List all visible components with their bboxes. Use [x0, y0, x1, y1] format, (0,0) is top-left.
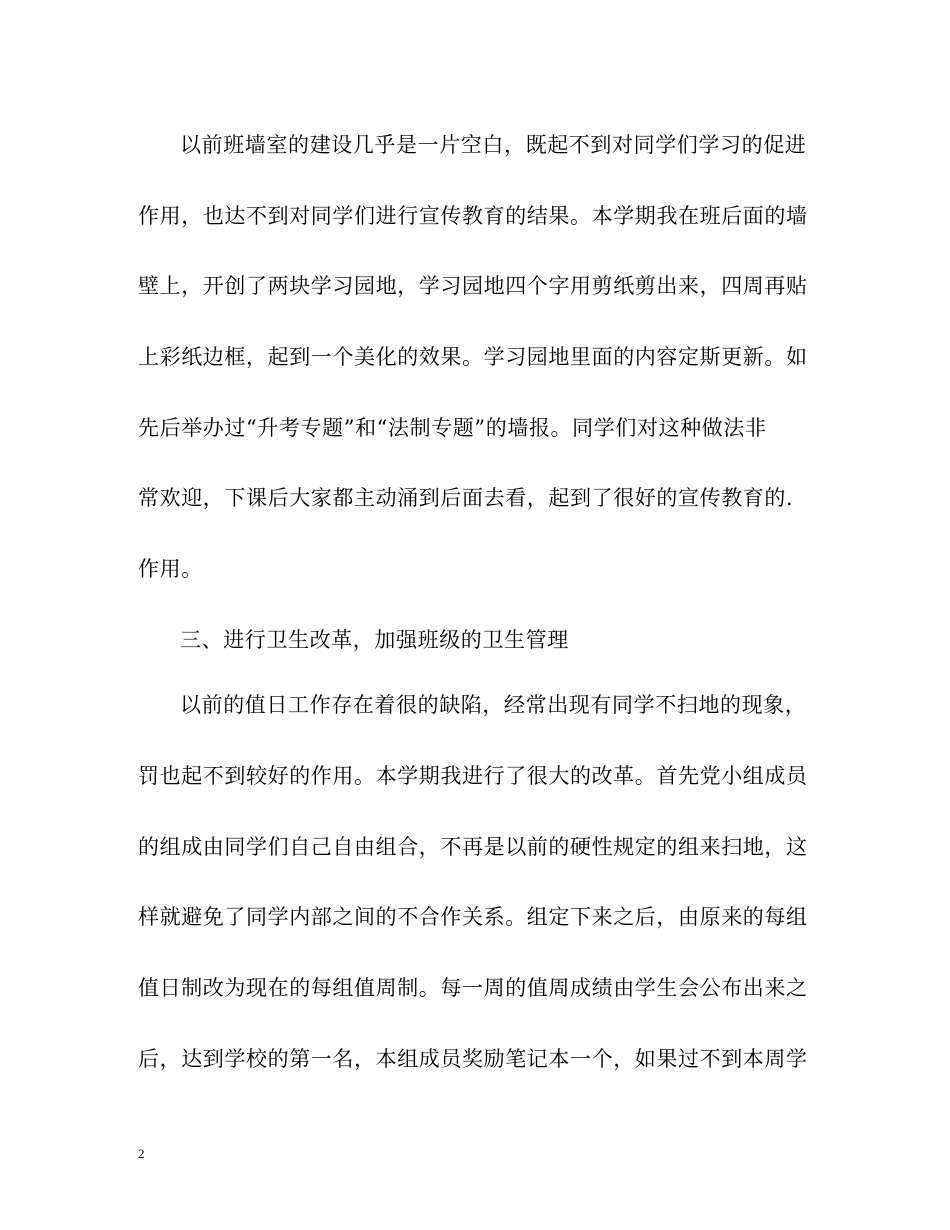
- paragraph-line: 先后举办过“升考专题”和“法制专题”的墙报。同学们对这种做法非: [138, 416, 767, 440]
- section-heading: 三、进行卫生改革，加强班级的卫生管理: [180, 628, 569, 652]
- paragraph-line: 以前班墙室的建设几乎是一片空白，既起不到对同学们学习的促进: [180, 133, 807, 157]
- paragraph-line: 壁上，开创了两块学习园地，学习园地四个字用剪纸剪出来，四周再贴: [138, 274, 808, 298]
- paragraph-line: 作用，也达不到对同学们进行宣传教育的结果。本学期我在班后面的墙: [138, 204, 808, 228]
- paragraph-line: 的组成由同学们自己自由组合，不再是以前的硬性规定的组来扫地，这: [138, 835, 808, 859]
- paragraph-line: 作用。: [138, 557, 203, 581]
- paragraph-line: 上彩纸边框，起到一个美化的效果。学习园地里面的内容定斯更新。如: [138, 345, 808, 369]
- paragraph-line: 常欢迎，下课后大家都主动涌到后面去看，起到了很好的宣传教育的.: [138, 486, 794, 510]
- paragraph-line: 罚也起不到较好的作用。本学期我进行了很大的改革。首先党小组成员: [138, 764, 808, 788]
- paragraph-line: 样就避免了同学内部之间的不合作关系。组定下来之后，由原来的每组: [138, 905, 808, 929]
- paragraph-line: 以前的值日工作存在着很的缺陷，经常出现有同学不扫地的现象，: [180, 693, 807, 717]
- paragraph-line: 值日制改为现在的每组值周制。每一周的值周成绩由学生会公布出来之: [138, 976, 808, 1000]
- paragraph-line: 后，达到学校的第一名，本组成员奖励笔记本一个，如果过不到本周学: [138, 1047, 808, 1071]
- page-number: 2: [138, 1146, 145, 1161]
